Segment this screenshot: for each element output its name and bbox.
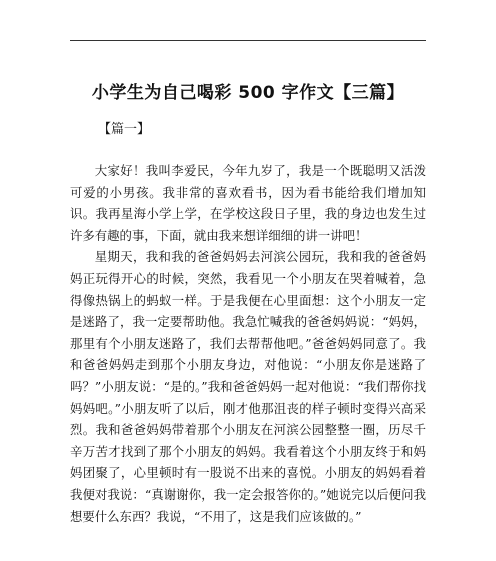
document-body [70,160,426,527]
header-rule [70,40,426,41]
paragraph-2: 星期天，我和我的爸爸妈妈去河滨公园玩，我和我的爸爸妈妈正玩得开心的时候，突然，我看见一个小朋友在哭着喊着，急得像热锅上的蚂蚁一样。于是我便在心里面想：这个小朋友一定是迷路了，我一定要帮助他。我急忙喊我的爸爸妈妈说：“妈妈，那里有个小朋友迷路了，我们去帮帮他吧。”爸爸妈妈同意了。我和爸爸妈妈走到那个小朋友身边，对他说：“小朋友你是迷路了吗？”小朋友说：“是的。”我和爸爸妈妈一起对他说：“我们帮你找妈妈吧。”小朋友听了以后，刚才他那沮丧的样子顿时变得兴高采烈。我和爸爸妈妈带着那个小朋友在河滨公园整整一圈，历尽千辛万苦才找到了那个小朋友的妈妈。我看着这个小朋友终于和妈妈团聚了，心里顿时有一股说不出来的喜悦。小朋友的妈妈看着我便对我说：“真谢谢你，我一定会报答你的。”她说完以后便问我想要什么东西？我说，“不用了，这是我们应该做的。” [70,249,426,524]
section-label: 【篇一】 [98,122,151,137]
paragraph-1: 大家好！我叫李爱民，今年九岁了，我是一个既聪明又活泼可爱的小男孩。我非常的喜欢看书，因为看书能给我们增加知识。我再星海小学上学，在学校这段日子里，我的身边也发生过许多有趣的事，下面，就由我来想详细细的讲一讲吧！ [70,163,426,243]
document-title: 小学生为自己喝彩 500 字作文【三篇】 [91,83,405,103]
